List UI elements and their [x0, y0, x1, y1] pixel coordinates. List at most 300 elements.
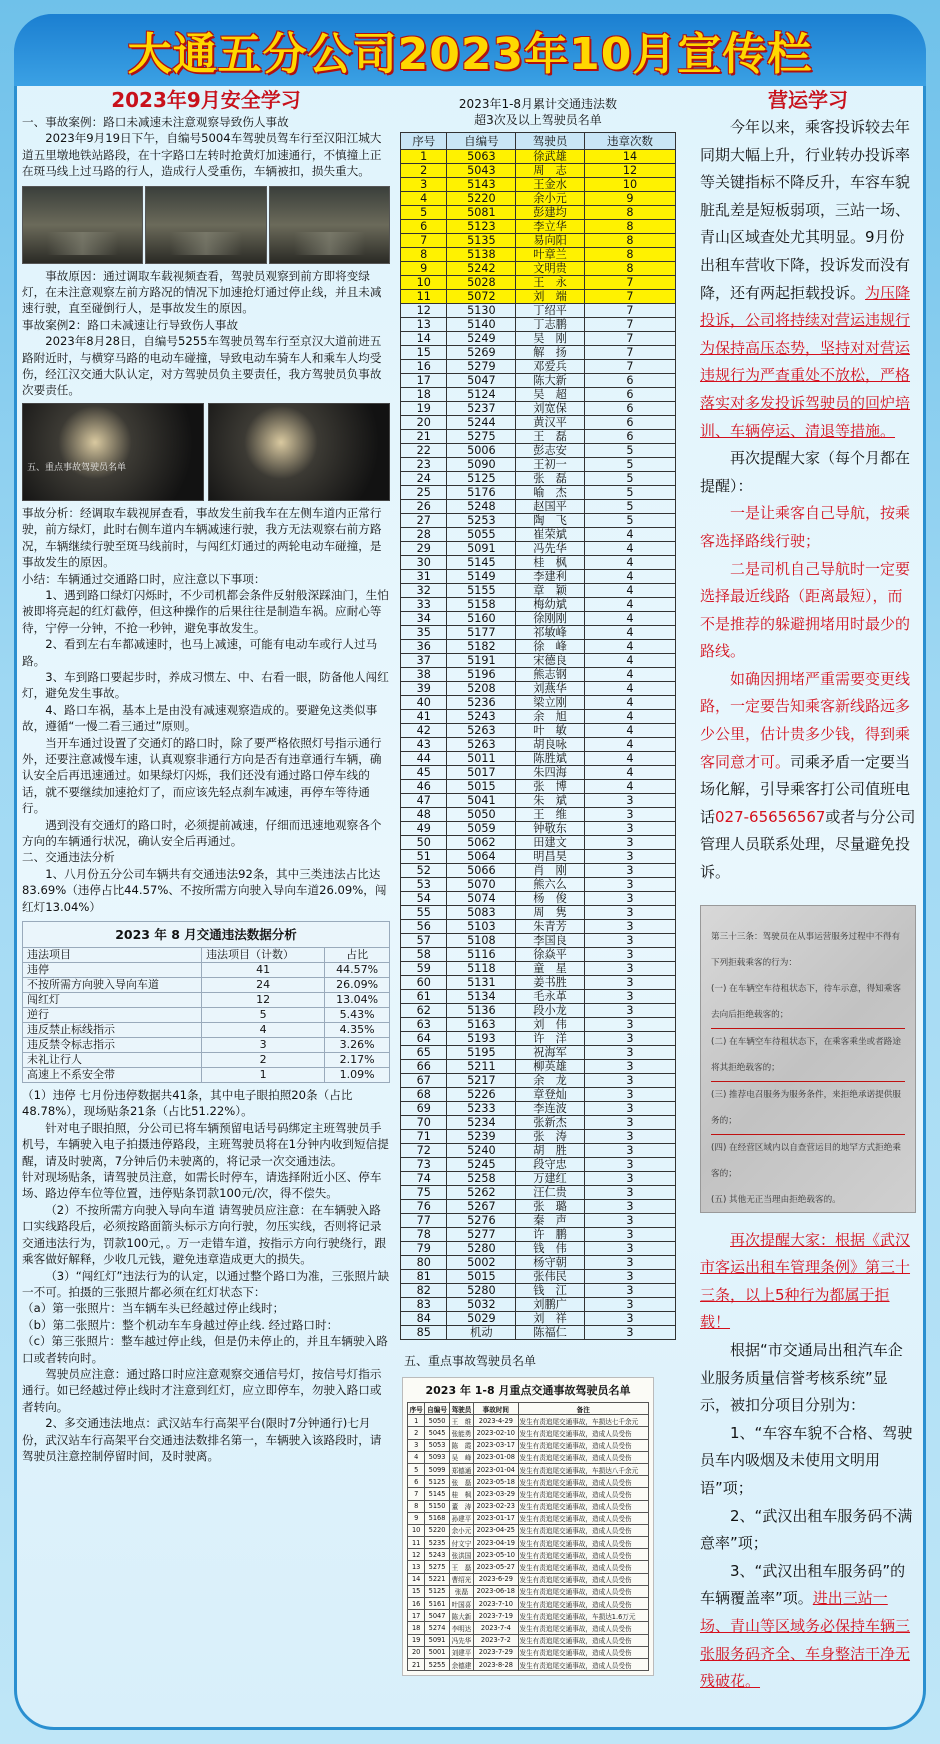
- table-cell: 5262: [447, 1186, 516, 1200]
- driver-row: [401, 948, 676, 962]
- table-cell: 82: [401, 1284, 447, 1298]
- table-cell: 5267: [447, 1200, 516, 1214]
- operations-paragraph: [700, 114, 916, 445]
- table-header: 备注: [518, 1403, 649, 1415]
- table-cell: 2023-03-17: [474, 1439, 518, 1451]
- table-header: 驾驶员: [516, 133, 585, 150]
- violation-detail: 针对现场贴条，请驾驶员注意，如需长时停车，请选择附近小区、停车场、路边停车位等位置，违停贴条罚款100元/次，得不偿失。: [22, 1170, 382, 1201]
- table-header: 驾驶员: [449, 1403, 473, 1415]
- doc-line: (四) 在经营区域内以自查营运目的地罕方式拒绝乘客的；: [711, 1142, 901, 1179]
- driver-row: [401, 1298, 676, 1312]
- table-cell: 48: [401, 808, 447, 822]
- driver-row: [401, 1018, 676, 1032]
- table-cell: 发生有责追尾交通事故，造成人员受伤: [518, 1549, 649, 1561]
- table-cell: 5277: [447, 1228, 516, 1242]
- driver-row: [401, 290, 676, 304]
- table-cell: 5279: [447, 360, 516, 374]
- table-cell: 张 磊: [516, 472, 585, 486]
- table-cell: 冯先华: [516, 542, 585, 556]
- table-cell: 不按所需方向驶入导向车道: [23, 978, 202, 993]
- table-cell: 违反禁止标线指示: [23, 1023, 202, 1038]
- table-cell: 76: [401, 1200, 447, 1214]
- table-cell: 5043: [447, 164, 516, 178]
- table-cell: 5263: [447, 724, 516, 738]
- table-cell: 刘燕华: [516, 682, 585, 696]
- driver-list-column: [400, 96, 676, 1676]
- driver-row: [401, 570, 676, 584]
- accident-row: [408, 1439, 649, 1451]
- table-cell: 10: [584, 178, 675, 192]
- table-cell: 钱 江: [516, 1284, 585, 1298]
- driver-row: [401, 248, 676, 262]
- table-cell: 5244: [447, 416, 516, 430]
- driver-row: [401, 654, 676, 668]
- tips-more2: 遇到没有交通灯的路口时，必须提前减速，仔细而迅速地观察各个方向的车辆通行状况，确认安全后再通过。: [22, 817, 382, 848]
- operations-column: [700, 86, 916, 1696]
- table-cell: 4: [584, 710, 675, 724]
- table-cell: 68: [401, 1088, 447, 1102]
- driver-row: [401, 458, 676, 472]
- table-cell: 5: [584, 486, 675, 500]
- case1-cause: 事故原因：通过调取车载视频查看，驾驶员观察到前方即将变绿灯，在未注意观察左前方路况的情况下加速抢灯通过停止线，并且未减速行驶，直至碰倒行人，是事故发生的原因。: [22, 268, 382, 316]
- table-cell: 邓爱兵: [516, 360, 585, 374]
- table-cell: 5091: [425, 1634, 449, 1646]
- driver-row: [401, 1130, 676, 1144]
- table-cell: 4: [401, 192, 447, 206]
- table-cell: 杨 俊: [516, 892, 585, 906]
- driver-row: [401, 262, 676, 276]
- table-cell: 5: [584, 514, 675, 528]
- table-cell: 80: [401, 1256, 447, 1270]
- dashcam-photo: [22, 186, 143, 264]
- table-cell: 2023-7-10: [474, 1598, 518, 1610]
- table-cell: 17: [408, 1610, 425, 1622]
- table-cell: 张新杰: [516, 1116, 585, 1130]
- table-cell: 5158: [447, 598, 516, 612]
- table-cell: 3: [584, 1270, 675, 1284]
- accident-row: [408, 1646, 649, 1658]
- table-cell: 3: [584, 1284, 675, 1298]
- table-cell: 黄汉平: [516, 416, 585, 430]
- table-cell: 6: [584, 374, 675, 388]
- table-row: [23, 963, 390, 978]
- table-cell: 钱 伟: [516, 1242, 585, 1256]
- table-cell: 王 维: [516, 808, 585, 822]
- table-cell: 83: [401, 1298, 447, 1312]
- table-cell: 39: [401, 682, 447, 696]
- table-cell: 41: [401, 710, 447, 724]
- table-cell: 5263: [447, 738, 516, 752]
- table-cell: 姜书胜: [516, 976, 585, 990]
- table-cell: 张 璐: [516, 1200, 585, 1214]
- driver-row: [401, 220, 676, 234]
- table-cell: 3: [408, 1439, 425, 1451]
- table-cell: 陈大新: [449, 1610, 473, 1622]
- table-cell: 7: [584, 304, 675, 318]
- table-cell: 5275: [447, 430, 516, 444]
- table-cell: 5002: [447, 1256, 516, 1270]
- table-cell: 发生有责追尾交通事故，造成人员受伤: [518, 1622, 649, 1634]
- table-cell: 7: [584, 318, 675, 332]
- driver-row: [401, 556, 676, 570]
- table-cell: 3: [584, 1200, 675, 1214]
- table-cell: 3: [584, 822, 675, 836]
- accident-row: [408, 1634, 649, 1646]
- table-cell: 15: [408, 1585, 425, 1597]
- table-cell: 7: [401, 234, 447, 248]
- table-cell: 67: [401, 1074, 447, 1088]
- table-cell: 3: [584, 1186, 675, 1200]
- driver-row: [401, 402, 676, 416]
- accident-row: [408, 1427, 649, 1439]
- driver-row: [401, 1214, 676, 1228]
- table-cell: 秦 声: [516, 1214, 585, 1228]
- table-cell: 3: [584, 1298, 675, 1312]
- table-cell: 62: [401, 1004, 447, 1018]
- table-cell: 刘 祥: [516, 1312, 585, 1326]
- accident-row: [408, 1658, 649, 1670]
- violation-title: 二、交通违法分析: [22, 850, 115, 865]
- table-cell: 5: [408, 1463, 425, 1475]
- table-header: 自编号: [447, 133, 516, 150]
- table-cell: 3: [584, 1004, 675, 1018]
- table-cell: 5145: [425, 1488, 449, 1500]
- driver-row: [401, 304, 676, 318]
- table-cell: 5220: [447, 192, 516, 206]
- table-cell: 5062: [447, 836, 516, 850]
- table-cell: 27: [401, 514, 447, 528]
- driver-row: [401, 794, 676, 808]
- table-cell: 5015: [447, 1270, 516, 1284]
- score-item: 1、“车容车貌不合格、驾驶员车内吸烟及未使用文明用语”项；: [700, 1423, 913, 1497]
- table-cell: 21: [401, 430, 447, 444]
- table-cell: 孙建平: [449, 1512, 473, 1524]
- table-cell: 5269: [447, 346, 516, 360]
- driver-row: [401, 1186, 676, 1200]
- case1-photos: [22, 186, 390, 264]
- safety-column: [22, 86, 390, 1464]
- driver-row: [401, 990, 676, 1004]
- table-cell: 5045: [425, 1427, 449, 1439]
- table-cell: 4: [584, 542, 675, 556]
- table-cell: 5.43%: [325, 1008, 390, 1023]
- violation-detail: 驾驶员应注意：通过路口时应注意观察交通信号灯，按信号灯指示通行。如已经越过停止线时才注意到红灯，应立即停车，勿驶入路口或者转向。: [22, 1366, 382, 1414]
- table-cell: 桂 枫: [516, 556, 585, 570]
- table-cell: 5083: [447, 906, 516, 920]
- table-cell: 53: [401, 878, 447, 892]
- table-cell: 刘 端: [516, 290, 585, 304]
- table-cell: 3: [584, 1144, 675, 1158]
- table-cell: 5249: [447, 332, 516, 346]
- table-cell: 陈大新: [516, 374, 585, 388]
- table-cell: 4: [584, 640, 675, 654]
- table-cell: 5235: [425, 1537, 449, 1549]
- table-cell: 段守忠: [516, 1158, 585, 1172]
- table-cell: 朱四海: [516, 766, 585, 780]
- table-cell: 余德建: [449, 1658, 473, 1670]
- accident-row: [408, 1549, 649, 1561]
- table-cell: 5248: [447, 500, 516, 514]
- table-cell: 高速上不系安全带: [23, 1068, 202, 1083]
- table-cell: 3: [584, 1032, 675, 1046]
- dashcam-photo: [269, 186, 390, 264]
- table-cell: 5: [584, 458, 675, 472]
- table-cell: 冯先华: [449, 1634, 473, 1646]
- violation-detail: （a）第一张照片：当车辆车头已经越过停止线时；: [22, 1301, 285, 1316]
- table-cell: 闯红灯: [23, 993, 202, 1008]
- violation-detail: （2）不按所需方向驶入导向车道 请驾驶员应注意：在车辆驶入路口实线路段后，必须按路面箭头标示方向行驶，勿压实线，否则将记录交通违法行为，罚款100元，。万一走错车道，按指示方向行驶绕行，跟乘客做好解释，少收几元钱，避免违章造成更大的损失。: [22, 1202, 387, 1267]
- table-cell: 5131: [447, 976, 516, 990]
- table-row: [23, 1008, 390, 1023]
- table-cell: 5072: [447, 290, 516, 304]
- table-cell: 5253: [447, 514, 516, 528]
- driver-row: [401, 346, 676, 360]
- table-cell: 祁敏峰: [516, 626, 585, 640]
- table-cell: 37: [401, 654, 447, 668]
- table-cell: 发生有责追尾交通事故，造成人员受伤: [518, 1524, 649, 1536]
- table-cell: 13: [401, 318, 447, 332]
- driver-row: [401, 822, 676, 836]
- table-cell: 5176: [447, 486, 516, 500]
- driver-row: [401, 682, 676, 696]
- table-cell: 2023-06-18: [474, 1585, 518, 1597]
- tip-item: 3、车到路口要起步时，养成习惯左、中、右看一眼，防备他人闯红灯，避免发生事故。: [22, 669, 389, 701]
- violation-detail: （c）第三张照片：整车越过停止线，但是仍未停止的，并且车辆驶入路口或者转向时。: [22, 1334, 388, 1365]
- table-cell: 5177: [447, 626, 516, 640]
- driver-row: [401, 738, 676, 752]
- table-cell: 李明达: [449, 1622, 473, 1634]
- table-cell: 9: [584, 192, 675, 206]
- table-cell: 4: [584, 598, 675, 612]
- driver-row: [401, 178, 676, 192]
- table-cell: 5140: [447, 318, 516, 332]
- driver-row: [401, 514, 676, 528]
- accident-row: [408, 1610, 649, 1622]
- table-cell: 5124: [447, 388, 516, 402]
- table-cell: 刘 伟: [516, 1018, 585, 1032]
- driver-row: [401, 1004, 676, 1018]
- table-header: 违章次数: [584, 133, 675, 150]
- table-cell: 2023-02-23: [474, 1500, 518, 1512]
- table-cell: 2: [401, 164, 447, 178]
- table-cell: 发生有责追尾交通事故，造成人员受伤: [518, 1488, 649, 1500]
- table-cell: 4: [584, 752, 675, 766]
- table-cell: 8: [401, 248, 447, 262]
- table-cell: 发生有责追尾交通事故，车损达七千余元: [518, 1415, 649, 1427]
- table-cell: 付文宁: [449, 1537, 473, 1549]
- tips-more: 当开车通过设置了交通灯的路口时，除了要严格依照灯号指示通行外，还要注意减慢车速，认真观察非通行方向是否有违章通行车辆，确认安全后再迅速通过。如果绿灯闪烁，我们还没有通过路口停车线的话，就不要继续加速抢灯了，而应该先轻点刹车减速，再停车等待通行。: [22, 735, 382, 816]
- table-cell: 8: [584, 262, 675, 276]
- table-cell: 2023-02-10: [474, 1427, 518, 1439]
- table-cell: 2023-04-19: [474, 1537, 518, 1549]
- accident-row: [408, 1463, 649, 1475]
- driver-row: [401, 1116, 676, 1130]
- driver-row: [401, 612, 676, 626]
- table-cell: 5280: [447, 1242, 516, 1256]
- score-paragraph: 根据“市交通局出租汽车企业服务质量信誉考核系统”显示，被扣分项目分别为：: [700, 1341, 903, 1415]
- table-cell: 徐焱平: [516, 948, 585, 962]
- accident-table: [407, 1402, 649, 1671]
- table-cell: 钟敬东: [516, 822, 585, 836]
- night-dashcam-photo: [208, 403, 390, 501]
- driver-row: [401, 276, 676, 290]
- table-cell: 祝海军: [516, 1046, 585, 1060]
- driver-row: [401, 472, 676, 486]
- table-cell: 5240: [447, 1144, 516, 1158]
- table-cell: 57: [401, 934, 447, 948]
- driver-row: [401, 1200, 676, 1214]
- table-cell: 2023-05-18: [474, 1476, 518, 1488]
- table-cell: 30: [401, 556, 447, 570]
- table-cell: 6: [584, 402, 675, 416]
- table-cell: 5161: [425, 1598, 449, 1610]
- page-title: 大通五分公司2023年10月宣传栏: [127, 29, 813, 80]
- table-cell: 5150: [425, 1500, 449, 1512]
- doc-line: (三) 推荐电召服务为服务条件，来拒绝承诺提供服务的；: [711, 1082, 905, 1135]
- table-cell: 23: [401, 458, 447, 472]
- table-cell: 5236: [447, 696, 516, 710]
- table-cell: 张伟民: [516, 1270, 585, 1284]
- table-cell: 5064: [447, 850, 516, 864]
- table-cell: 李建利: [516, 570, 585, 584]
- driver-row: [401, 906, 676, 920]
- table-cell: 38: [401, 668, 447, 682]
- table-cell: 5195: [447, 1046, 516, 1060]
- table-cell: 35: [401, 626, 447, 640]
- table-cell: 5193: [447, 1032, 516, 1046]
- table-cell: 2023-7-4: [474, 1622, 518, 1634]
- table-cell: 桂 枫: [449, 1488, 473, 1500]
- table-cell: 6: [584, 416, 675, 430]
- table-cell: 5220: [425, 1524, 449, 1536]
- table-cell: 55: [401, 906, 447, 920]
- table-cell: 25: [401, 486, 447, 500]
- red-emphasis: 进出三站一场、青山等区域务必保持车辆三张服务码齐全、车身整洁干净无残破花。: [700, 1589, 911, 1691]
- accident-row: [408, 1573, 649, 1585]
- table-cell: 2.17%: [325, 1053, 390, 1068]
- table-row: [23, 978, 390, 993]
- case2-title: 事故案例2：路口未减速让行导致伤人事故: [22, 317, 239, 332]
- table-cell: 发生有责追尾交通事故，造成人员受伤: [518, 1634, 649, 1646]
- table-cell: 发生有责追尾交通事故，造成人员受伤: [518, 1646, 649, 1658]
- table-cell: 5015: [447, 780, 516, 794]
- table-cell: 7: [584, 290, 675, 304]
- table-cell: 64: [401, 1032, 447, 1046]
- table-cell: 4: [584, 584, 675, 598]
- text-span: 或者与分公司管理人员联系处理，尽量避免投诉。: [700, 807, 916, 882]
- table-cell: 丁志鹏: [516, 318, 585, 332]
- table-cell: 熊六么: [516, 878, 585, 892]
- table-cell: 叶国喜: [449, 1598, 473, 1610]
- table-cell: 余 旭: [516, 710, 585, 724]
- accident-row: [408, 1500, 649, 1512]
- table-header: 违法项目（计数）: [202, 948, 325, 963]
- table-cell: 19: [401, 402, 447, 416]
- table-cell: 6: [401, 220, 447, 234]
- table-cell: 胡良咏: [516, 738, 585, 752]
- table-cell: 发生有责追尾交通事故，造成人员受伤: [518, 1476, 649, 1488]
- table-cell: 5196: [447, 668, 516, 682]
- table-cell: 张磊: [449, 1585, 473, 1597]
- table-cell: 42: [401, 724, 447, 738]
- table-cell: 31: [401, 570, 447, 584]
- table-cell: 2023-05-10: [474, 1549, 518, 1561]
- table-cell: 15: [401, 346, 447, 360]
- driver-row: [401, 1256, 676, 1270]
- table-cell: 5160: [447, 612, 516, 626]
- table-cell: 发生有责追尾交通事故，车损达八千余元: [518, 1463, 649, 1475]
- table-cell: 8: [584, 206, 675, 220]
- table-cell: 5017: [447, 766, 516, 780]
- table-cell: 熊志钢: [516, 668, 585, 682]
- table-cell: 36: [401, 640, 447, 654]
- table-cell: 4: [584, 724, 675, 738]
- table-cell: 发生有责追尾交通事故，造成人员受伤: [518, 1427, 649, 1439]
- accident-row: [408, 1451, 649, 1463]
- table-cell: 24: [401, 472, 447, 486]
- table-cell: 85: [401, 1326, 447, 1340]
- violation-table-title: 2023 年 8 月交通违法数据分析: [23, 922, 390, 948]
- table-cell: 余小元: [449, 1524, 473, 1536]
- table-cell: 发生有责追尾交通事故，造成人员受伤: [518, 1561, 649, 1573]
- table-cell: 吴 超: [516, 388, 585, 402]
- table-cell: 3: [202, 1038, 325, 1053]
- accident-list-label: 五、重点事故驾驶员名单: [404, 1354, 537, 1368]
- table-cell: 18: [408, 1622, 425, 1634]
- table-cell: 81: [401, 1270, 447, 1284]
- table-cell: 8: [584, 248, 675, 262]
- table-cell: 13: [408, 1561, 425, 1573]
- table-cell: 3: [584, 1242, 675, 1256]
- table-cell: 5149: [447, 570, 516, 584]
- table-header: 序号: [408, 1403, 425, 1415]
- table-cell: 5118: [447, 962, 516, 976]
- table-cell: 1.09%: [325, 1068, 390, 1083]
- table-cell: 54: [401, 892, 447, 906]
- table-cell: 4: [584, 766, 675, 780]
- table-cell: 3: [584, 948, 675, 962]
- driver-row: [401, 416, 676, 430]
- table-cell: 王 永: [516, 276, 585, 290]
- analysis-text: 事故分析：经调取车载视屏查看，事故发生前我车在左侧车道内正常行驶，前方绿灯，此时右侧车道内车辆减速行驶，我方无法观察右前方路况，车辆继续行驶至斑马线前时，与闯红灯通过的两轮电动车碰撞，是事故发生的原因。: [22, 505, 382, 570]
- driver-row: [401, 150, 676, 164]
- regulation-document-photo: [700, 905, 916, 1213]
- table-cell: 4: [584, 668, 675, 682]
- table-cell: 董 涛: [449, 1500, 473, 1512]
- table-cell: 张洪国: [449, 1549, 473, 1561]
- table-cell: 4: [408, 1451, 425, 1463]
- table-cell: 3: [584, 864, 675, 878]
- table-cell: 10: [401, 276, 447, 290]
- driver-row: [401, 1270, 676, 1284]
- table-cell: 张 磊: [449, 1476, 473, 1488]
- table-cell: 5066: [447, 864, 516, 878]
- table-cell: 发生有责追尾交通事故，造成人员受伤: [518, 1439, 649, 1451]
- table-cell: 5255: [425, 1658, 449, 1670]
- table-cell: 徐武雄: [516, 150, 585, 164]
- table-cell: 32: [401, 584, 447, 598]
- table-cell: 田建文: [516, 836, 585, 850]
- driver-violation-table: [400, 132, 676, 1340]
- violation-detail: 针对电子眼拍照，分公司已将车辆预留电话号码绑定主班驾驶员手机号，车辆驶入电子拍摄违停路段，主班驾驶员将在1分钟内收到短信提醒，请及时驶离，7分钟后仍未驶离的，将记录一次交通违法。: [22, 1120, 389, 1168]
- table-cell: 5134: [447, 990, 516, 1004]
- table-cell: 胡 胜: [516, 1144, 585, 1158]
- table-cell: 58: [401, 948, 447, 962]
- table-cell: 发生有责追尾交通事故，造成人员受伤: [518, 1537, 649, 1549]
- violation-detail: （b）第二张照片：整个机动车车身越过停止线. 经过路口时：: [22, 1317, 339, 1332]
- table-cell: 5245: [447, 1158, 516, 1172]
- table-cell: 陈胜斌: [516, 752, 585, 766]
